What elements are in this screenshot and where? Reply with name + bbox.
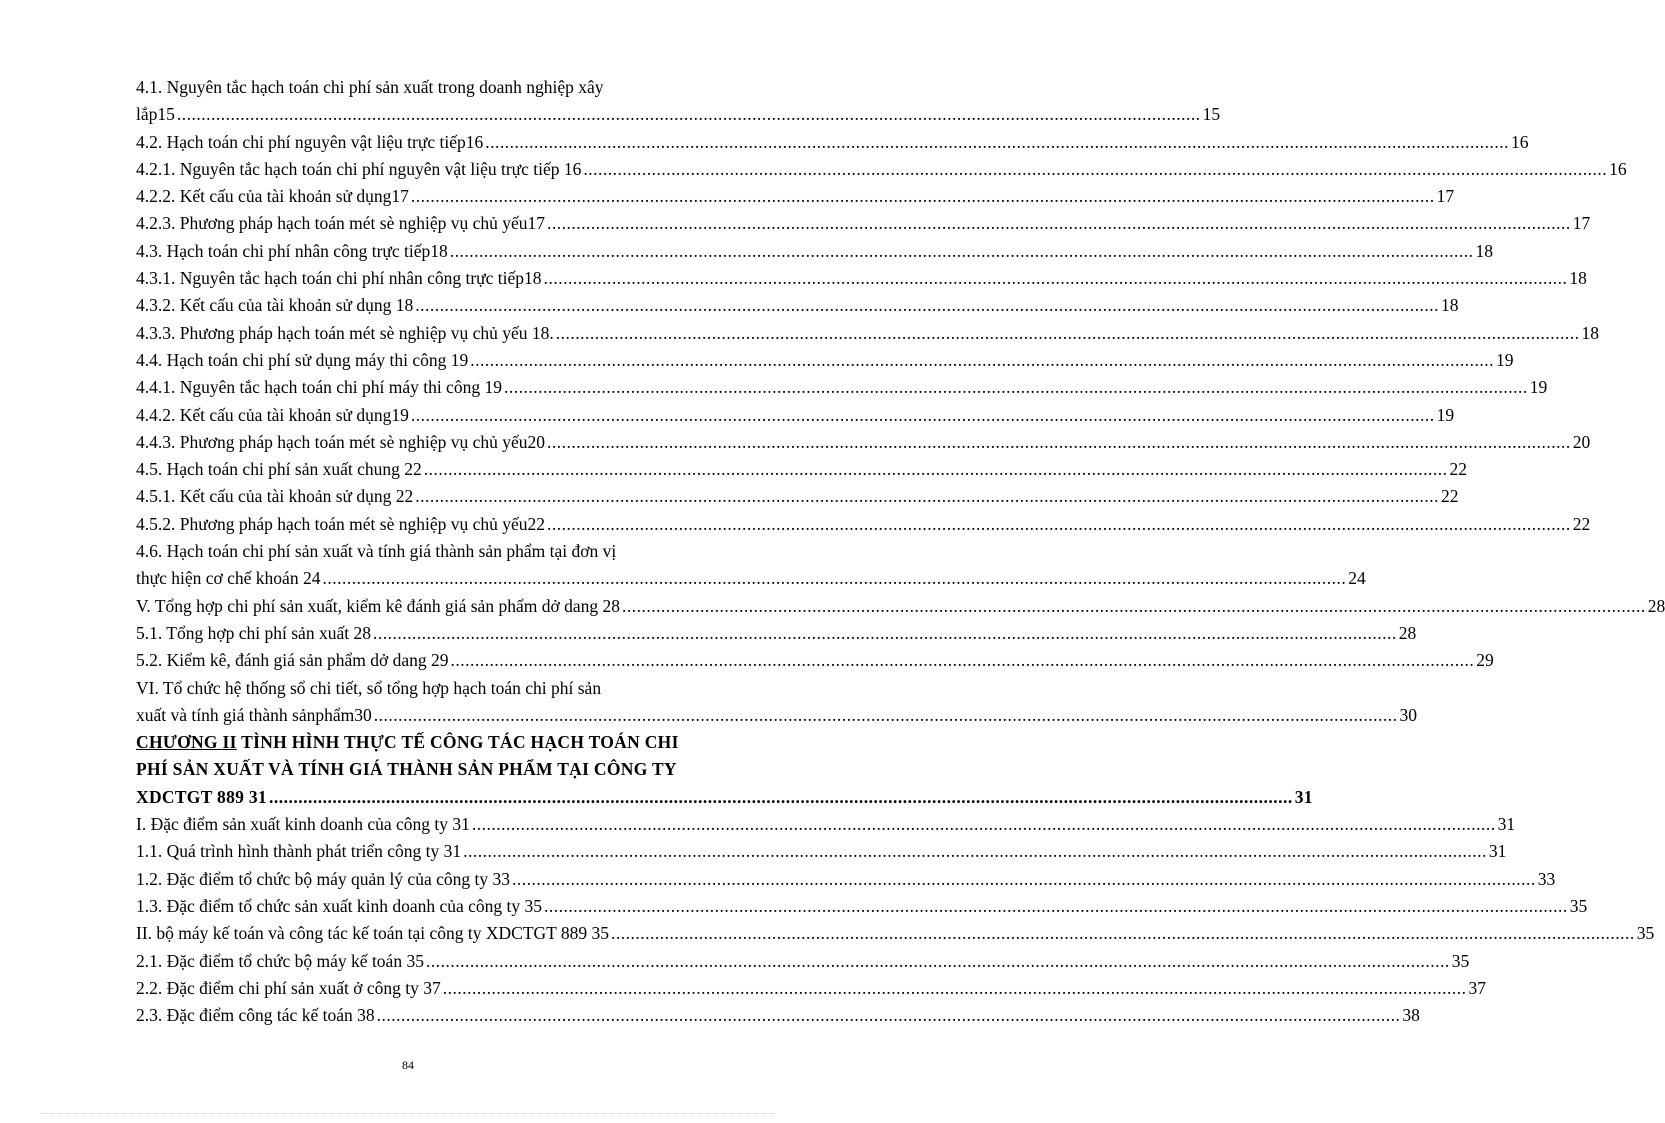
chapter-line1: TÌNH HÌNH THỰC TẾ CÔNG TÁC HẠCH TOÁN CHI [236,732,679,753]
toc-entry [136,238,1494,265]
dot-leader [472,811,1496,838]
dot-leader [470,347,1494,374]
dot-leader [411,402,1435,429]
toc-entry-title: XDCTGT 889 31 [136,786,267,807]
toc-entry-page: 22 [1449,459,1468,480]
toc-entry [136,866,1556,893]
toc-entry-page: 31 [1497,814,1516,835]
table-of-contents [136,74,1665,1029]
toc-entry-title: I. Đặc điểm sản xuất kinh doanh của công ty 31 [136,814,470,835]
toc-entry [136,1002,1420,1029]
toc-entry-page: 28 [1647,595,1665,616]
toc-entry-page: 28 [1398,622,1417,643]
chapter-label: CHƯƠNG II [136,732,237,753]
toc-entry-page: 18 [1569,268,1587,289]
toc-entry-page: 38 [1402,1005,1420,1026]
dot-leader [544,265,1568,292]
toc-entry-page: 35 [1451,950,1470,971]
toc-entry-page: 16 [1609,158,1627,179]
toc-entry [136,593,1665,620]
toc-entry-title: 4.4.3. Phương pháp hạch toán mét sè nghiệp vụ chủ yếu20 [136,431,546,452]
toc-entry-title: 4.2.2. Kết cấu của tài khoản sử dụng17 [136,186,409,207]
dot-leader [547,210,1571,237]
toc-entry-page: 30 [1399,704,1417,725]
toc-entry [136,838,1507,865]
toc-entry-page: 18 [1441,295,1459,316]
toc-entry-page: 22 [1572,513,1591,534]
toc-entry [136,620,1417,647]
toc-entry [136,811,1516,838]
toc-entry [136,456,1468,483]
dot-leader [544,893,1568,920]
toc-entry-title: 4.3.3. Phương pháp hạch toán mét sè nghiệp vụ chủ yếu 18. [136,322,554,343]
toc-entry-page: 31 [1488,841,1507,862]
dot-leader [374,702,1398,729]
dot-leader [415,483,1439,510]
toc-entry-page: 16 [1511,131,1529,152]
toc-entry-page: 19 [1529,377,1548,398]
toc-entry [136,265,1587,292]
dot-leader [583,156,1607,183]
toc-entry [136,948,1470,975]
toc-entry-title: 4.2.3. Phương pháp hạch toán mét sè nghiệp vụ chủ yếu17 [136,213,546,234]
toc-entry-title: 4.5.1. Kết cấu của tài khoản sử dụng 22 [136,486,414,507]
toc-entry-line1: 4.1. Nguyên tắc hạch toán chi phí sản xuất trong doanh nghiệp xây [136,77,604,97]
toc-entry [136,975,1486,1002]
dot-leader [547,511,1571,538]
toc-entry-title: 4.4.1. Nguyên tắc hạch toán chi phí máy thi công 19 [136,377,502,398]
toc-entry-page: 24 [1348,568,1366,589]
toc-entry-title: 4.3.2. Kết cấu của tài khoản sử dụng 18 [136,295,414,316]
toc-entry-title: 2.1. Đặc điểm tổ chức bộ máy kế toán 35 [136,950,424,971]
toc-entry [136,675,1417,730]
dot-leader [443,975,1467,1002]
toc-entry-title: 1.1. Quá trình hình thành phát triển công ty 31 [136,841,462,862]
toc-entry [136,347,1514,374]
toc-entry-title: 4.3. Hạch toán chi phí nhân công trực tiếp18 [136,240,448,261]
toc-entry [136,129,1529,156]
dot-leader [485,129,1509,156]
page-number: 84 [402,1058,414,1072]
chapter-heading [136,729,1313,811]
dot-leader [512,866,1536,893]
toc-entry-page: 18 [1581,322,1600,343]
toc-entry-title: 4.3.1. Nguyên tắc hạch toán chi phí nhân công trực tiếp18 [136,268,542,289]
toc-entry [136,210,1591,237]
toc-entry-page: 20 [1572,431,1591,452]
toc-entry-title: 2.3. Đặc điểm công tác kế toán 38 [136,1005,375,1026]
toc-entry-title: 1.3. Đặc điểm tổ chức sản xuất kinh doanh của công ty 35 [136,895,543,916]
toc-entry-title: 1.2. Đặc điểm tổ chức bộ máy quản lý của công ty 33 [136,868,510,889]
toc-entry-title: V. Tổng hợp chi phí sản xuất, kiểm kê đánh giá sản phẩm dở dang 28 [136,595,620,616]
dot-leader [547,429,1571,456]
toc-entry-page: 17 [1572,213,1591,234]
toc-entry-page: 29 [1476,650,1494,671]
toc-entry-line1: 4.6. Hạch toán chi phí sản xuất và tính giá thành sản phẩm tại đơn vị [136,541,617,562]
toc-entry [136,483,1459,510]
dot-leader [177,101,1201,128]
toc-entry [136,920,1655,947]
toc-entry-title: 5.2. Kiểm kê, đánh giá sản phẩm dở dang 29 [136,650,449,671]
toc-entry-title: II. bộ máy kế toán và công tác kế toán tại công ty XDCTGT 889 35 [136,923,610,944]
toc-entry-page: 37 [1468,977,1486,998]
toc-entry-title: thực hiện cơ chế khoán 24 [136,568,321,589]
dot-leader [504,374,1528,401]
dot-leader [411,183,1435,210]
dot-leader [424,456,1448,483]
page-bottom-divider [40,1113,776,1114]
toc-entry-title: xuất và tính giá thành sảnphẩm30 [136,704,372,725]
toc-entry-page: 19 [1495,349,1514,370]
toc-entry-page: 35 [1636,923,1655,944]
toc-entry-title: 4.4.2. Kết cấu của tài khoản sử dụng19 [136,404,409,425]
dot-leader [373,620,1397,647]
toc-entry-title: 4.4. Hạch toán chi phí sử dụng máy thi công 19 [136,349,469,370]
toc-entry [136,511,1591,538]
toc-entry-page: 17 [1436,186,1455,207]
toc-entry-page: 18 [1475,240,1494,261]
toc-entry-title: 4.2. Hạch toán chi phí nguyên vật liệu trực tiếp16 [136,131,484,152]
toc-entry [136,74,1221,129]
toc-entry [136,647,1494,674]
toc-entry-page: 33 [1537,868,1556,889]
toc-entry [136,402,1455,429]
toc-entry-title: 4.2.1. Nguyên tắc hạch toán chi phí nguyên vật liệu trực tiếp 16 [136,158,582,179]
toc-entry-title: 5.1. Tổng hợp chi phí sản xuất 28 [136,622,371,643]
toc-entry [136,893,1588,920]
dot-leader [377,1002,1401,1029]
toc-entry [136,374,1548,401]
toc-entry [136,320,1600,347]
dot-leader [556,320,1580,347]
toc-entry [136,292,1459,319]
toc-entry-page: 22 [1441,486,1459,507]
toc-entry [136,156,1627,183]
dot-leader [322,565,1346,592]
chapter-line2: PHÍ SẢN XUẤT VÀ TÍNH GIÁ THÀNH SẢN PHẨM TẠI CÔNG TY [136,759,677,780]
toc-entry-page: 35 [1569,895,1588,916]
dot-leader [451,647,1475,674]
dot-leader [269,784,1293,811]
toc-entry-title: 4.5.2. Phương pháp hạch toán mét sè nghiệp vụ chủ yếu22 [136,513,546,534]
dot-leader [463,838,1487,865]
toc-entry-line1: VI. Tổ chức hệ thống sổ chi tiết, sổ tổng hợp hạch toán chi phí sản [136,677,602,698]
dot-leader [611,920,1635,947]
dot-leader [415,292,1439,319]
toc-entry [136,429,1591,456]
toc-entry [136,183,1455,210]
dot-leader [426,948,1450,975]
toc-entry [136,538,1366,593]
toc-entry-page: 15 [1202,104,1221,125]
toc-entry-title: 2.2. Đặc điểm chi phí sản xuất ở công ty 37 [136,977,441,998]
dot-leader [622,593,1646,620]
toc-entry-page: 31 [1294,786,1313,807]
toc-entry-title: 4.5. Hạch toán chi phí sản xuất chung 22 [136,459,422,480]
toc-entry-title: lắp15 [136,104,175,125]
toc-entry-page: 19 [1436,404,1455,425]
dot-leader [450,238,1474,265]
